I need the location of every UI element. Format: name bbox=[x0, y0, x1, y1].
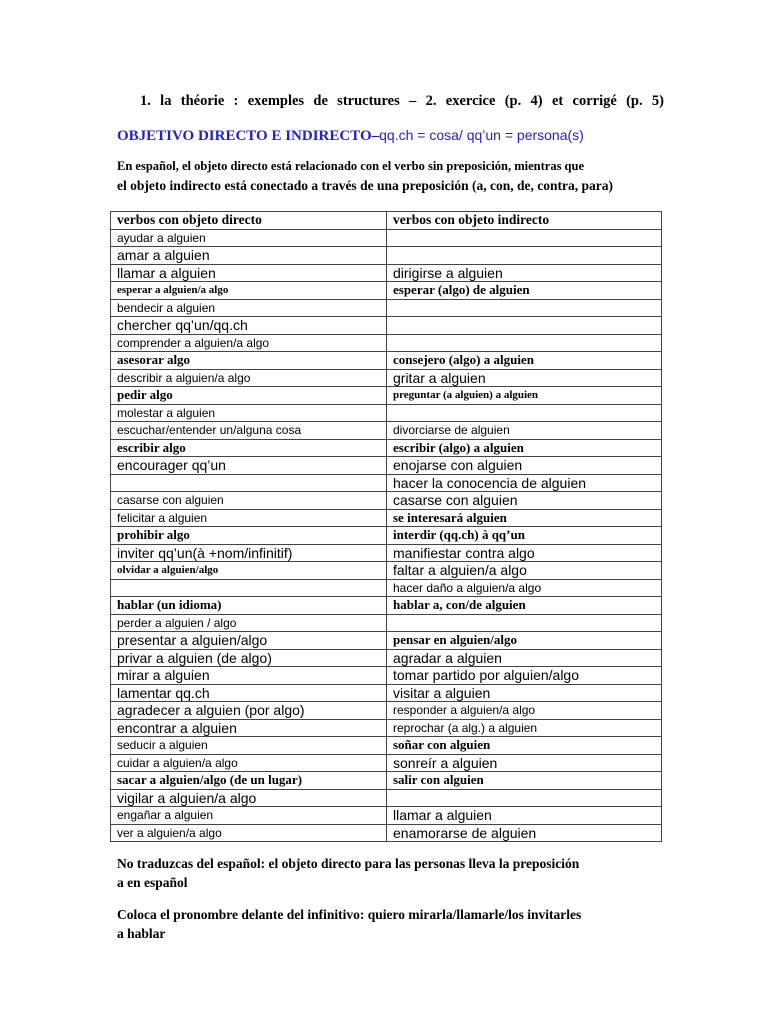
direct-object-cell: amar a alguien bbox=[111, 247, 387, 265]
indirect-object-cell: consejero (algo) a alguien bbox=[387, 352, 662, 370]
indirect-object-cell: interdir (qq.ch) à qq’un bbox=[387, 527, 662, 545]
indirect-object-cell bbox=[387, 334, 662, 352]
indirect-object-cell: enojarse con alguien bbox=[387, 457, 662, 475]
indirect-object-cell: manifiestar contra algo bbox=[387, 544, 662, 562]
indirect-object-cell: sonreír a alguien bbox=[387, 754, 662, 772]
table-row bbox=[111, 772, 662, 790]
direct-object-cell bbox=[111, 579, 387, 597]
direct-object-cell: mirar a alguien bbox=[111, 667, 387, 685]
indirect-object-cell: divorciarse de alguien bbox=[387, 422, 662, 440]
indirect-object-cell: se interesará alguien bbox=[387, 509, 662, 527]
table-row bbox=[111, 492, 662, 510]
table-row bbox=[111, 509, 662, 527]
intro-line-2: el objeto indirecto está conectado a través de una preposición (a, con, de, contra, para) bbox=[117, 178, 613, 193]
indirect-object-cell: agradar a alguien bbox=[387, 649, 662, 667]
indirect-object-cell: salir con alguien bbox=[387, 772, 662, 790]
indirect-object-cell bbox=[387, 247, 662, 265]
table-row bbox=[111, 579, 662, 597]
direct-object-cell: chercher qq’un/qq.ch bbox=[111, 317, 387, 335]
table-row bbox=[111, 562, 662, 580]
section-title-main: OBJETIVO DIRECTO E INDIRECTO– bbox=[117, 128, 380, 144]
table-header-row bbox=[111, 212, 662, 230]
table-row bbox=[111, 299, 662, 317]
table-row bbox=[111, 474, 662, 492]
indirect-object-cell: preguntar (a alguien) a alguien bbox=[387, 387, 662, 405]
direct-object-cell: prohibir algo bbox=[111, 527, 387, 545]
direct-object-cell: encontrar a alguien bbox=[111, 719, 387, 737]
direct-object-cell: cuidar a alguien/a algo bbox=[111, 754, 387, 772]
direct-object-cell: esperar a alguien/a algo bbox=[111, 282, 387, 300]
direct-object-cell: casarse con alguien bbox=[111, 492, 387, 510]
table-row bbox=[111, 334, 662, 352]
direct-object-cell: lamentar qq.ch bbox=[111, 684, 387, 702]
indirect-object-cell: llamar a alguien bbox=[387, 807, 662, 825]
table-body bbox=[111, 229, 662, 842]
table-row bbox=[111, 754, 662, 772]
table-row bbox=[111, 684, 662, 702]
indirect-object-cell: hacer daño a alguien/a algo bbox=[387, 579, 662, 597]
direct-object-cell: seducir a alguien bbox=[111, 737, 387, 755]
direct-object-cell: felicitar a alguien bbox=[111, 509, 387, 527]
note-pronoun: Coloca el pronombre delante del infinitivo: quiero mirarla/llamarle/los invitarles a hablar bbox=[117, 907, 582, 941]
table-row bbox=[111, 457, 662, 475]
indirect-object-cell: reprochar (a alg.) a alguien bbox=[387, 719, 662, 737]
direct-object-cell: comprender a alguien/a algo bbox=[111, 334, 387, 352]
indirect-object-cell bbox=[387, 614, 662, 632]
section-title bbox=[117, 127, 584, 145]
intro-line-1: En español, el objeto directo está relacionado con el verbo sin preposición, mientras que bbox=[117, 159, 585, 173]
section-title-legend: qq.ch = cosa/ qq’un = persona(s) bbox=[379, 127, 584, 143]
direct-object-cell: vigilar a alguien/a algo bbox=[111, 789, 387, 807]
indirect-object-cell: dirigirse a alguien bbox=[387, 264, 662, 282]
direct-object-cell: ayudar a alguien bbox=[111, 229, 387, 247]
direct-object-cell: privar a alguien (de algo) bbox=[111, 649, 387, 667]
direct-object-cell: molestar a alguien bbox=[111, 404, 387, 422]
table-row bbox=[111, 649, 662, 667]
direct-object-cell bbox=[111, 474, 387, 492]
direct-object-cell: hablar (un idioma) bbox=[111, 597, 387, 615]
direct-object-cell: escuchar/entender un/alguna cosa bbox=[111, 422, 387, 440]
indirect-object-cell: hablar a, con/de alguien bbox=[387, 597, 662, 615]
table-row bbox=[111, 317, 662, 335]
indirect-object-cell: esperar (algo) de alguien bbox=[387, 282, 662, 300]
indirect-object-cell: casarse con alguien bbox=[387, 492, 662, 510]
direct-object-cell: olvidar a alguien/algo bbox=[111, 562, 387, 580]
table-row bbox=[111, 614, 662, 632]
indirect-object-cell: gritar a alguien bbox=[387, 369, 662, 387]
table-row bbox=[111, 789, 662, 807]
verb-table bbox=[110, 211, 662, 842]
table-row bbox=[111, 824, 662, 842]
direct-object-cell: sacar a alguien/algo (de un lugar) bbox=[111, 772, 387, 790]
direct-object-cell: escribir algo bbox=[111, 439, 387, 457]
table-row bbox=[111, 264, 662, 282]
direct-object-cell: agradecer a alguien (por algo) bbox=[111, 702, 387, 720]
indirect-object-cell bbox=[387, 299, 662, 317]
indirect-object-cell: escribir (algo) a alguien bbox=[387, 439, 662, 457]
table-row bbox=[111, 369, 662, 387]
indirect-object-cell bbox=[387, 317, 662, 335]
table-row bbox=[111, 247, 662, 265]
direct-object-cell: inviter qq’un(à +nom/infinitif) bbox=[111, 544, 387, 562]
table-row bbox=[111, 527, 662, 545]
indirect-object-cell: faltar a alguien/a algo bbox=[387, 562, 662, 580]
indirect-object-cell: pensar en alguien/algo bbox=[387, 632, 662, 650]
table-row bbox=[111, 544, 662, 562]
indirect-object-cell bbox=[387, 229, 662, 247]
table-row bbox=[111, 807, 662, 825]
table-row bbox=[111, 422, 662, 440]
table-row bbox=[111, 632, 662, 650]
direct-object-cell: ver a alguien/a algo bbox=[111, 824, 387, 842]
indirect-object-cell: responder a alguien/a algo bbox=[387, 702, 662, 720]
table-row bbox=[111, 229, 662, 247]
table-row bbox=[111, 404, 662, 422]
indirect-object-cell: soñar con alguien bbox=[387, 737, 662, 755]
direct-object-cell: describir a alguien/a algo bbox=[111, 369, 387, 387]
indirect-object-cell: tomar partido por alguien/algo bbox=[387, 667, 662, 685]
table-row bbox=[111, 667, 662, 685]
indirect-object-cell: hacer la conocencia de alguien bbox=[387, 474, 662, 492]
direct-object-cell: perder a alguien / algo bbox=[111, 614, 387, 632]
indirect-object-cell bbox=[387, 789, 662, 807]
table-row bbox=[111, 282, 662, 300]
table-row bbox=[111, 597, 662, 615]
direct-object-cell: pedir algo bbox=[111, 387, 387, 405]
note-translation: No traduzcas del español: el objeto directo para las personas lleva la preposición a en español bbox=[117, 856, 580, 890]
table-row bbox=[111, 719, 662, 737]
indirect-object-cell: visitar a alguien bbox=[387, 684, 662, 702]
direct-object-cell: llamar a alguien bbox=[111, 264, 387, 282]
indirect-object-cell bbox=[387, 404, 662, 422]
header-indirect: verbos con objeto indirecto bbox=[387, 212, 662, 230]
direct-object-cell: asesorar algo bbox=[111, 352, 387, 370]
header-direct: verbos con objeto directo bbox=[111, 212, 387, 230]
direct-object-cell: encourager qq’un bbox=[111, 457, 387, 475]
direct-object-cell: presentar a alguien/algo bbox=[111, 632, 387, 650]
table-row bbox=[111, 737, 662, 755]
table-row bbox=[111, 439, 662, 457]
indirect-object-cell: enamorarse de alguien bbox=[387, 824, 662, 842]
table-row bbox=[111, 387, 662, 405]
table-row bbox=[111, 702, 662, 720]
direct-object-cell: bendecir a alguien bbox=[111, 299, 387, 317]
table-row bbox=[111, 352, 662, 370]
direct-object-cell: engañar a alguien bbox=[111, 807, 387, 825]
page-heading: 1. la théorie : exemples de structures – 2. exercice (p. 4) et corrigé (p. 5) bbox=[140, 93, 664, 109]
